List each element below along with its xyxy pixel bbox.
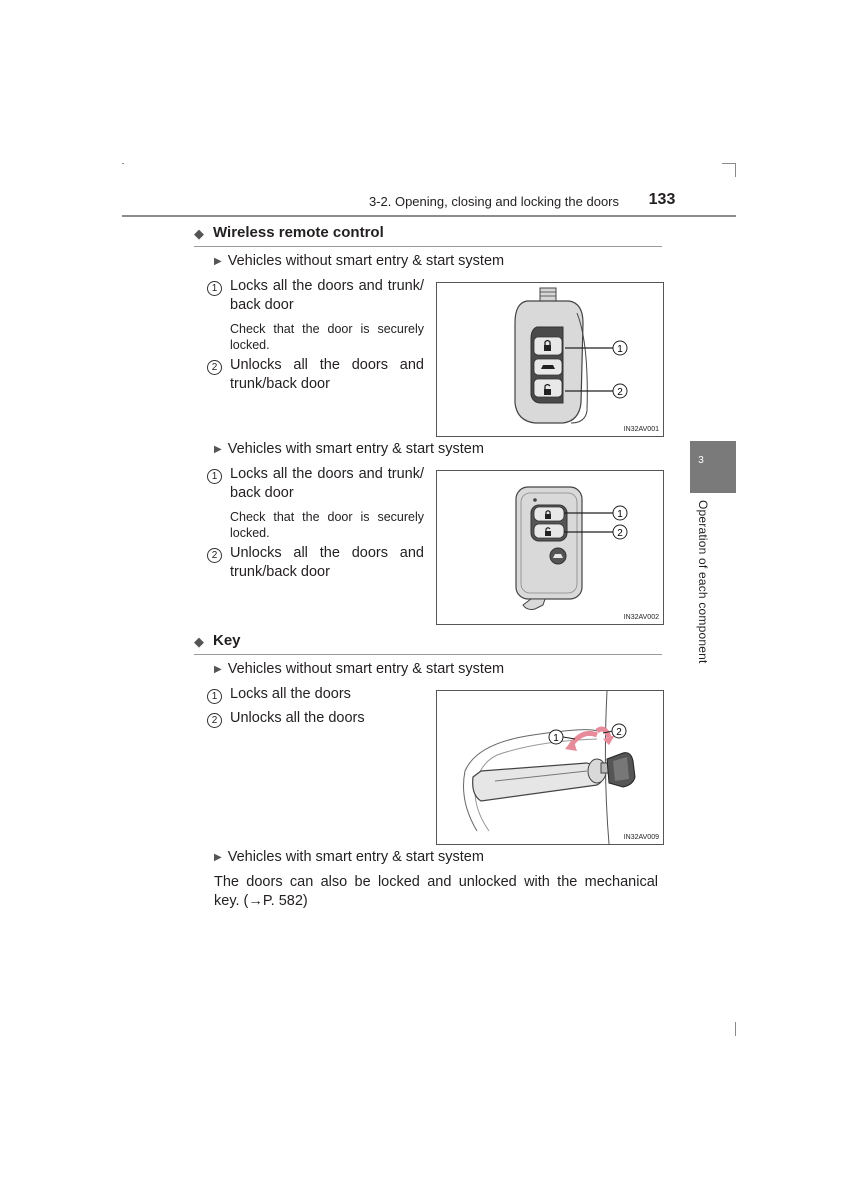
item-number-badge: 2 [207,548,222,563]
variant-text: Vehicles without smart entry & start system [227,661,505,677]
item-text-line2: trunk/back door [230,376,330,392]
item-text-line1: Locks all the doors and trunk/ [230,466,424,482]
callout-1: 1 [617,509,623,520]
item-note-line2: locked. [230,338,270,352]
item-text-line2: trunk/back door [230,564,330,580]
triangle-bullet-icon: ▶ [214,852,222,863]
item-text-line2: back door [230,485,294,501]
item-text: Unlocks all the doors [230,710,365,726]
triangle-bullet-icon: ▶ [214,664,222,675]
item-number-badge: 1 [207,281,222,296]
callout-2: 2 [616,727,622,738]
item-text: Locks all the doors [230,686,351,702]
item-number-badge: 2 [207,713,222,728]
variant-text: Vehicles with smart entry & start system [227,849,484,865]
callout-1: 1 [553,733,559,744]
item-note-line2: locked. [230,526,270,540]
variant-text: Vehicles with smart entry & start system [227,441,484,457]
flip-key-remote-illustration [437,283,663,436]
figure-smart-key-remote [436,470,664,625]
triangle-bullet-icon: ▶ [214,256,222,267]
item-text-line2: back door [230,297,294,313]
item-number-badge: 2 [207,360,222,375]
figure-code: IN32AV009 [623,834,659,841]
section-heading-wireless-remote [194,224,662,247]
item-text-line1: Unlocks all the doors and [230,545,424,561]
callout-1: 1 [617,344,623,355]
chapter-number: 3 [698,455,704,466]
item-text-line1: Locks all the doors and trunk/ [230,278,424,294]
chapter-title-vertical: Operation of each component [696,500,710,664]
crop-mark-top-right-v [735,163,736,177]
header-rule [122,215,736,217]
paragraph-line1: The doors can also be locked and unlocked with the mechanical [214,874,658,890]
variant-text: Vehicles without smart entry & start system [227,253,505,269]
section-heading-text: Wireless remote control [213,224,384,241]
item-number-badge: 1 [207,469,222,484]
diamond-bullet-icon: ◆ [194,634,204,649]
variant-label [214,441,484,457]
item-number-badge: 1 [207,689,222,704]
section-heading-key [194,632,662,655]
callout-2: 2 [617,528,623,539]
crop-mark-bottom-right [735,1022,736,1036]
figure-code: IN32AV002 [623,614,659,621]
crop-mark-top-right-h [722,163,736,164]
variant-label [214,253,504,269]
page-number: 133 [648,191,676,208]
paragraph-line2: key. (→P. 582) [214,893,308,909]
running-header-section-title: 3-2. Opening, closing and locking the doors [368,194,619,209]
variant-label [214,849,484,865]
smart-key-illustration [437,471,663,624]
figure-code: IN32AV001 [623,426,659,433]
callout-2: 2 [617,387,623,398]
triangle-bullet-icon: ▶ [214,444,222,455]
variant-label [214,661,504,677]
figure-flip-key-remote [436,282,664,437]
item-text-line1: Unlocks all the doors and [230,357,424,373]
item-note-line1: Check that the door is securely [230,510,424,524]
chapter-tab [690,441,736,493]
figure-door-keyhole [436,690,664,845]
item-note-line1: Check that the door is securely [230,322,424,336]
diamond-bullet-icon: ◆ [194,226,204,241]
door-handle-key-illustration [437,691,663,844]
section-heading-text: Key [213,632,241,649]
crop-mark-top-left [122,163,124,164]
